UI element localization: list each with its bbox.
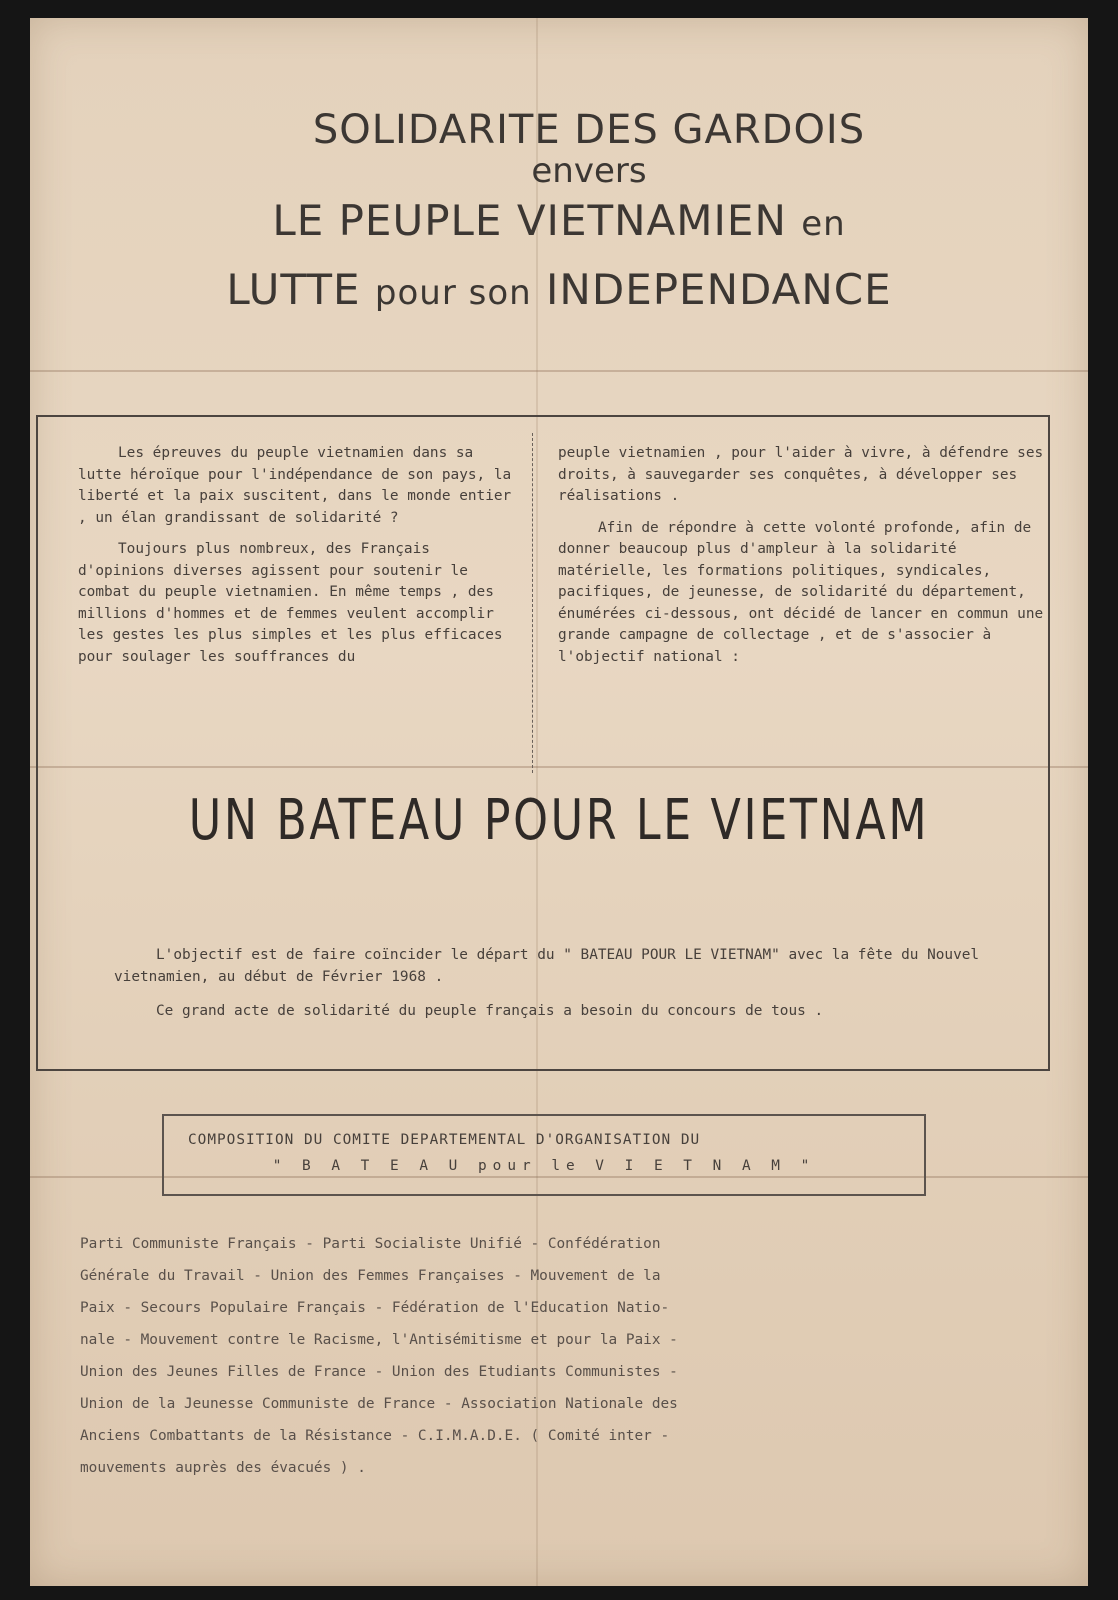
- objective-paragraph-1: L'objectif est de faire coïncider le départ du " BATEAU POUR LE VIETNAM" avec la fête du Nouvel vietnamien, au début de Février 1968 .: [114, 947, 980, 985]
- objective-text: [114, 944, 994, 1034]
- organizations-line: Paix - Secours Populaire Français - Fédération de l'Education Natio-: [80, 1300, 670, 1316]
- paper-fold-line: [30, 370, 1088, 372]
- leaflet-header: [30, 106, 1088, 326]
- header-line-4-b: INDEPENDANCE: [546, 265, 892, 314]
- organizations-line: Générale du Travail - Union des Femmes Françaises - Mouvement de la: [80, 1268, 661, 1284]
- left-column: [78, 443, 518, 678]
- header-line-4-small: pour son: [374, 273, 532, 313]
- organizations-line: mouvements auprès des évacués ) .: [80, 1460, 366, 1476]
- header-line-3-small: en: [801, 204, 846, 244]
- main-title: UN BATEAU POUR LE VIETNAM: [188, 788, 930, 853]
- objective-paragraph-2: Ce grand acte de solidarité du peuple français a besoin du concours de tous .: [156, 1003, 824, 1019]
- left-paragraph-2: Toujours plus nombreux, des Français d'opinions diverses agissent pour soutenir le combat du peuple vietnamien. En même temps , des millions d'hommes et de femmes veulent accomplir les gestes les plus simples et les plus efficaces pour soulager les souffrances du: [78, 541, 503, 665]
- organizations-line: Union de la Jeunesse Communiste de France - Association Nationale des: [80, 1396, 678, 1412]
- header-line-4: [30, 257, 1088, 326]
- leaflet-paper: [30, 18, 1088, 1586]
- committee-box: [162, 1114, 926, 1196]
- column-divider: [532, 433, 533, 773]
- header-line-4-a: LUTTE: [226, 265, 361, 314]
- header-line-3-main: LE PEUPLE VIETNAMIEN: [272, 196, 787, 245]
- right-paragraph-2: Afin de répondre à cette volonté profonde, afin de donner beaucoup plus d'ampleur à la solidarité matérielle, les formations politiques, syndicales, pacifiques, de jeunesse, de solidarité du département, énumérées ci-dessous, ont décidé de lancer en commun une grande campagne de collectage , et de s'associer à l'objectif national :: [558, 519, 1044, 665]
- organizations-line: Anciens Combattants de la Résistance - C.I.M.A.D.E. ( Comité inter -: [80, 1428, 670, 1444]
- committee-line-1: COMPOSITION DU COMITE DEPARTEMENTAL D'ORGANISATION DU: [188, 1132, 701, 1148]
- right-column: [558, 443, 1046, 678]
- header-line-1: SOLIDARITE DES GARDOIS: [312, 107, 866, 153]
- organizations-list: [80, 1228, 940, 1484]
- organizations-line: Parti Communiste Français - Parti Socialiste Unifié - Confédération: [80, 1236, 661, 1252]
- right-paragraph-1: peuple vietnamien , pour l'aider à vivre, à défendre ses droits, à sauvegarder ses conquêtes, à développer ses réalisations .: [558, 445, 1044, 504]
- organizations-line: Union des Jeunes Filles de France - Union des Etudiants Communistes -: [80, 1364, 678, 1380]
- committee-line-2: " B A T E A U pour le V I E T N A M ": [272, 1158, 816, 1174]
- left-paragraph-1: Les épreuves du peuple vietnamien dans sa lutte héroïque pour l'indépendance de son pays, la liberté et la paix suscitent, dans le monde entier , un élan grandissant de solidarité ?: [78, 445, 512, 526]
- header-line-2: envers: [531, 151, 647, 191]
- header-line-3: [30, 188, 1088, 257]
- organizations-line: nale - Mouvement contre le Racisme, l'Antisémitisme et pour la Paix -: [80, 1332, 678, 1348]
